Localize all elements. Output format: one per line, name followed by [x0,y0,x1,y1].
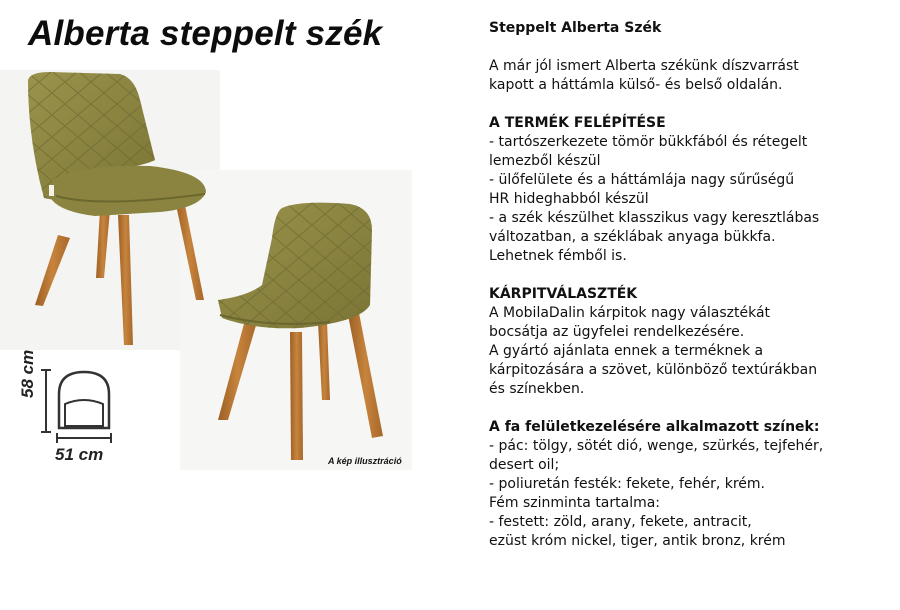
construction-line: Lehetnek fémből is. [489,248,627,264]
height-dimension: 58 cm [18,349,37,398]
upholstery-line: és színekben. [489,381,585,397]
construction-heading: A TERMÉK FELÉPÍTÉSE [489,115,666,131]
upholstery-line: kárpitozására a szövet, különböző textúrákban [489,362,818,378]
page-title: Alberta steppelt szék [28,14,383,53]
intro-line: A már jól ismert Alberta székünk díszvarrást [489,58,799,74]
construction-line: HR hideghabból készül [489,191,649,207]
intro-line: kapott a háttámla külső- és belső oldalán. [489,77,783,93]
upholstery-line: A MobilaDalin kárpitok nagy választékát [489,305,771,321]
illustration-caption: A kép illusztráció [328,456,402,466]
finish-heading: A fa felületkezelésére alkalmazott színek: [489,419,820,435]
construction-line: - a szék készülhet klasszikus vagy keresztlábas [489,210,820,226]
upholstery-line: A gyártó ajánlata ennek a terméknek a [489,343,764,359]
description-heading: Steppelt Alberta Szék [489,20,662,36]
finish-line: - pác: tölgy, sötét dió, wenge, szürkés, tejfehér, [489,438,824,454]
finish-line: - poliuretán festék: fekete, fehér, krém. [489,476,765,492]
finish-line: desert oil; [489,457,560,473]
finish-line: - festett: zöld, arany, fekete, antracit, [489,514,752,530]
finish-line: ezüst króm nickel, tiger, antik bronz, krém [489,533,786,549]
construction-line: - tartószerkezete tömör bükkfából és rétegelt [489,134,808,150]
construction-line: változatban, a széklábak anyaga bükkfa. [489,229,776,245]
upholstery-heading: KÁRPITVÁLASZTÉK [489,286,638,302]
upholstery-line: bocsátja az ügyfelei rendelkezésére. [489,324,745,340]
construction-line: lemezből készül [489,153,601,169]
width-dimension: 51 cm [55,445,104,464]
finish-line: Fém szinminta tartalma: [489,495,661,511]
construction-line: - ülőfelülete és a háttámlája nagy sűrűségű [489,172,795,188]
product-description [489,19,889,551]
